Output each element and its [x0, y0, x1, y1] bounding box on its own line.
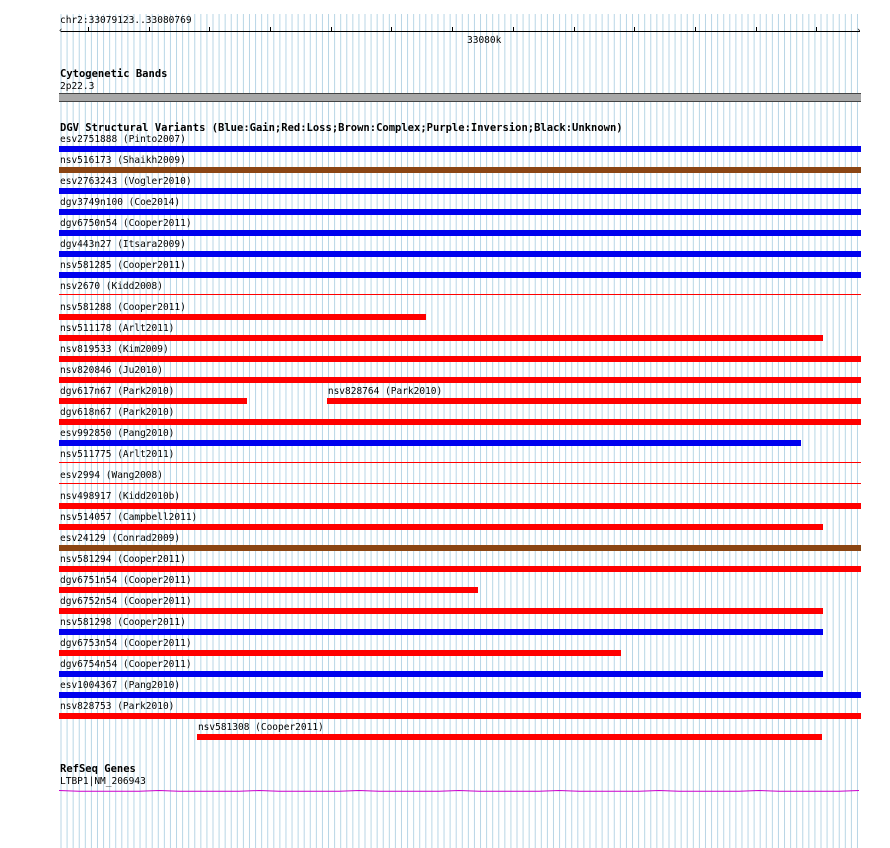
dgv-variant-label: esv992850 (Pang2010) — [60, 428, 175, 439]
dgv-variant-bar[interactable] — [59, 272, 861, 278]
dgv-variant-label: dgv6754n54 (Cooper2011) — [60, 659, 192, 670]
dgv-variant-label: dgv618n67 (Park2010) — [60, 407, 175, 418]
dgv-variant-label: nsv828753 (Park2010) — [60, 701, 175, 712]
dgv-variant-bar[interactable] — [59, 608, 823, 614]
dgv-variant-bar[interactable] — [59, 440, 801, 446]
dgv-variant-bar[interactable] — [59, 294, 861, 295]
ruler-tick — [88, 27, 89, 32]
dgv-variant-bar[interactable] — [59, 377, 861, 383]
dgv-variant-bar[interactable] — [59, 713, 861, 719]
refseq-track-title: RefSeq Genes — [60, 763, 136, 775]
dgv-variant-bar[interactable] — [327, 398, 861, 404]
dgv-track-title: DGV Structural Variants (Blue:Gain;Red:Loss;Brown:Complex;Purple:Inversion;Black:Unknown) — [60, 122, 623, 134]
ruler-tick — [695, 27, 696, 32]
ruler-tick — [634, 27, 635, 32]
ruler-tick — [816, 27, 817, 32]
dgv-variant-label: nsv819533 (Kim2009) — [60, 344, 169, 355]
dgv-variant-bar[interactable] — [59, 524, 823, 530]
dgv-variant-label: dgv617n67 (Park2010) — [60, 386, 175, 397]
dgv-variant-bar[interactable] — [59, 188, 861, 194]
ruler-tick — [331, 27, 332, 32]
dgv-variant-bar[interactable] — [59, 483, 861, 484]
ruler-tick — [756, 27, 757, 32]
dgv-variant-bar[interactable] — [59, 209, 861, 215]
dgv-variant-bar[interactable] — [59, 230, 861, 236]
dgv-variant-label: dgv6750n54 (Cooper2011) — [60, 218, 192, 229]
dgv-variant-label: dgv6751n54 (Cooper2011) — [60, 575, 192, 586]
ruler-tick — [149, 27, 150, 32]
ruler-tick — [270, 27, 271, 32]
dgv-variant-bar[interactable] — [59, 356, 861, 362]
cytoband-label: 2p22.3 — [60, 81, 95, 92]
dgv-variant-bar[interactable] — [59, 503, 861, 509]
ruler-center-label: 33080k — [467, 35, 502, 46]
dgv-variant-label: esv2994 (Wang2008) — [60, 470, 163, 481]
dgv-variant-bar[interactable] — [197, 734, 823, 740]
refseq-gene-label: LTBP1|NM_206943 — [60, 776, 146, 787]
dgv-variant-bar[interactable] — [59, 335, 823, 341]
dgv-variant-label: esv2763243 (Vogler2010) — [60, 176, 192, 187]
dgv-variant-label: esv24129 (Conrad2009) — [60, 533, 181, 544]
ruler-axis — [61, 31, 860, 32]
ruler-right-arrow-icon[interactable]: › — [856, 26, 862, 36]
dgv-variant-bar[interactable] — [59, 167, 861, 173]
dgv-variant-bar[interactable] — [59, 671, 823, 677]
dgv-variant-bar[interactable] — [59, 146, 861, 152]
ruler-tick — [513, 27, 514, 32]
ruler-tick — [574, 27, 575, 32]
dgv-variant-label: dgv6752n54 (Cooper2011) — [60, 596, 192, 607]
dgv-variant-bar[interactable] — [59, 314, 426, 320]
dgv-variant-label: nsv828764 (Park2010) — [327, 386, 443, 397]
dgv-variant-bar[interactable] — [59, 566, 861, 572]
dgv-variant-label: nsv581288 (Cooper2011) — [60, 302, 186, 313]
dgv-variant-label: nsv498917 (Kidd2010b) — [60, 491, 181, 502]
dgv-variant-label: dgv3749n100 (Coe2014) — [60, 197, 181, 208]
dgv-variant-label: nsv2670 (Kidd2008) — [60, 281, 163, 292]
dgv-variant-label: nsv511775 (Arlt2011) — [60, 449, 175, 460]
dgv-variant-bar[interactable] — [59, 419, 861, 425]
dgv-variant-bar[interactable] — [59, 462, 861, 463]
refseq-gene-model[interactable] — [59, 786, 861, 796]
dgv-variant-label: nsv511178 (Arlt2011) — [60, 323, 175, 334]
ruler-left-arrow-icon[interactable]: ‹ — [58, 26, 64, 36]
dgv-variant-label: nsv581298 (Cooper2011) — [60, 617, 186, 628]
dgv-variant-label: nsv516173 (Shaikh2009) — [60, 155, 186, 166]
dgv-variant-label: nsv514057 (Campbell2011) — [60, 512, 198, 523]
ruler-tick — [452, 27, 453, 32]
dgv-variant-bar[interactable] — [59, 650, 621, 656]
cytoband-bar[interactable] — [59, 93, 861, 102]
dgv-variant-label: esv1004367 (Pang2010) — [60, 680, 181, 691]
dgv-variant-bar[interactable] — [59, 629, 823, 635]
dgv-variant-bar[interactable] — [59, 692, 861, 698]
cytoband-track-title: Cytogenetic Bands — [60, 68, 168, 80]
dgv-variant-label: nsv581308 (Cooper2011) — [197, 722, 324, 733]
dgv-variant-label: nsv581294 (Cooper2011) — [60, 554, 186, 565]
dgv-variant-bar[interactable] — [59, 587, 478, 593]
ruler-range-label: chr2:33079123..33080769 — [60, 15, 192, 26]
dgv-variant-label: esv2751888 (Pinto2007) — [60, 134, 186, 145]
dgv-variant-bar[interactable] — [59, 545, 861, 551]
dgv-variant-label: nsv820846 (Ju2010) — [60, 365, 163, 376]
dgv-variant-label: dgv6753n54 (Cooper2011) — [60, 638, 192, 649]
dgv-variant-bar[interactable] — [59, 251, 861, 257]
dgv-variant-bar[interactable] — [59, 398, 247, 404]
dgv-variant-label: nsv581285 (Cooper2011) — [60, 260, 186, 271]
dgv-variant-label: dgv443n27 (Itsara2009) — [60, 239, 186, 250]
ruler-tick — [391, 27, 392, 32]
ruler-tick — [209, 27, 210, 32]
